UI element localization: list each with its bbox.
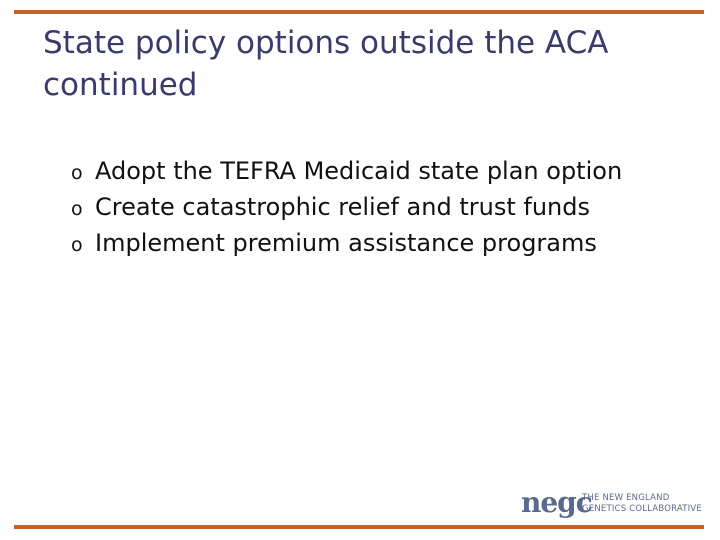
negc-logo [521,486,706,519]
bullet-marker: o [71,234,83,256]
bullet-list [71,157,711,265]
bullet-marker: o [71,198,83,220]
bullet-item [71,157,711,193]
bottom-rule [14,525,704,529]
logo-mark: negc [521,486,592,519]
top-rule [14,10,704,14]
logo-text [582,493,702,515]
bullet-text: Create catastrophic relief and trust funds [95,193,590,221]
logo-line-2: GENETICS COLLABORATIVE [582,504,702,514]
logo-line-1: THE NEW ENGLAND [582,493,670,503]
bullet-item [71,193,711,229]
bullet-text: Implement premium assistance programs [95,229,597,257]
bullet-marker: o [71,162,83,184]
slide-title: State policy options outside the ACA continued [43,25,609,103]
bullet-item [71,229,711,265]
bullet-text: Adopt the TEFRA Medicaid state plan option [95,157,623,185]
